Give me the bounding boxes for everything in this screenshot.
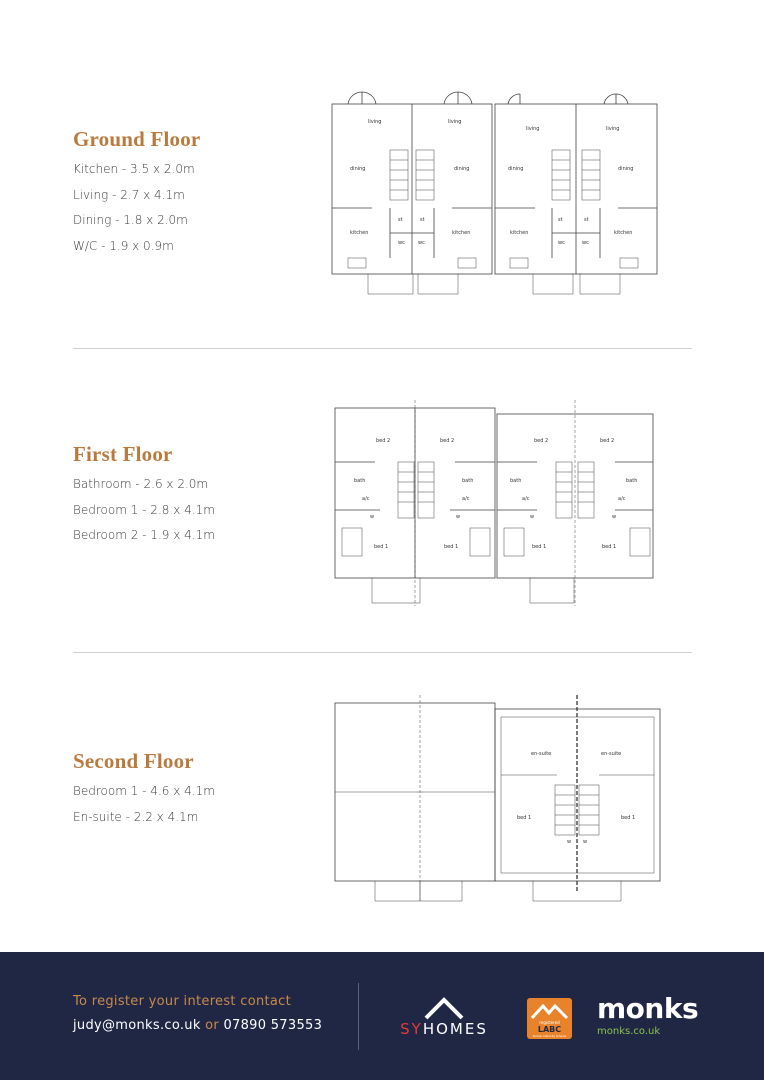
monks-wordmark: monks (597, 992, 699, 1025)
plan-label-dining: dining (350, 166, 366, 172)
ground-floor-title: Ground Floor (73, 127, 201, 151)
section-divider (73, 348, 692, 349)
plan-label-wc: wc (398, 240, 405, 246)
plan-label-st: st (420, 217, 425, 223)
second-floor-plan (333, 695, 663, 907)
plan-label-ac: a/c (362, 496, 370, 502)
plan-label-bed1: bed 1 (517, 815, 532, 821)
plan-label-w: w (567, 839, 572, 845)
plan-label-living: living (606, 126, 620, 132)
or-text: or (205, 1018, 220, 1033)
plan-label-wc: wc (582, 240, 589, 246)
first-floor-plan (330, 400, 660, 610)
plan-label-bed1: bed 1 (602, 544, 617, 550)
contact-prompt: To register your interest contact (73, 994, 292, 1009)
plan-label-dining: dining (508, 166, 524, 172)
plan-label-st: st (584, 217, 589, 223)
plan-label-living: living (368, 119, 382, 125)
plan-label-ac: a/c (618, 496, 626, 502)
syhomes-wordmark (388, 1020, 500, 1038)
plan-label-kitchen: kitchen (452, 230, 471, 236)
plan-label-w: w (530, 514, 535, 520)
plan-label-ensuite: en-suite (531, 751, 552, 757)
plan-label-w: w (612, 514, 617, 520)
syhomes-sy: SY (400, 1020, 423, 1038)
room-bathroom: Bathroom - 2.6 x 2.0m (73, 477, 209, 491)
email-link[interactable]: judy@monks.co.uk (73, 1018, 201, 1033)
plan-label-ensuite: en-suite (601, 751, 622, 757)
plan-label-w: w (370, 514, 375, 520)
plan-label-st: st (398, 217, 403, 223)
plan-label-bed2: bed 2 (376, 438, 391, 444)
ground-floor-plan (328, 88, 663, 303)
plan-label-kitchen: kitchen (510, 230, 529, 236)
room-wc: W/C - 1.9 x 0.9m (73, 238, 174, 253)
plan-label-wc: wc (418, 240, 425, 246)
room-kitchen: Kitchen - 3.5 x 2.0m (73, 162, 195, 176)
plan-label-bed1: bed 1 (444, 544, 459, 550)
plan-label-ac: a/c (462, 496, 470, 502)
room-bedroom-1: Bedroom 1 - 4.6 x 4.1m (73, 784, 215, 798)
monks-url[interactable]: monks.co.uk (597, 1026, 661, 1037)
room-bedroom-1: Bedroom 1 - 2.8 x 4.1m (73, 502, 215, 517)
labc-registered: registered (539, 1020, 560, 1025)
plan-label-living: living (526, 126, 540, 132)
plan-label-bath: bath (510, 478, 522, 484)
plan-label-dining: dining (618, 166, 634, 172)
plan-label-bath: bath (354, 478, 366, 484)
labc-scheme: Partner Authority Scheme (532, 1035, 567, 1038)
first-floor-room-list (73, 475, 215, 552)
contact-details (73, 1018, 322, 1033)
plan-label-wc: wc (558, 240, 565, 246)
room-dining: Dining - 1.8 x 2.0m (73, 213, 188, 227)
plan-label-kitchen: kitchen (614, 230, 633, 236)
labc-wordmark: LABC (537, 1025, 562, 1034)
plan-label-kitchen: kitchen (350, 230, 369, 236)
plan-label-bed2: bed 2 (440, 438, 455, 444)
labc-logo (527, 998, 572, 1039)
second-floor-title: Second Floor (73, 749, 194, 773)
plan-label-bath: bath (462, 478, 474, 484)
plan-label-w: w (456, 514, 461, 520)
plan-label-st: st (558, 217, 563, 223)
plan-label-w: w (583, 839, 588, 845)
plan-label-bed1: bed 1 (621, 815, 636, 821)
section-divider (73, 652, 692, 653)
footer-divider (358, 983, 359, 1050)
plan-label-bed1: bed 1 (532, 544, 547, 550)
phone-link[interactable]: 07890 573553 (223, 1018, 323, 1033)
room-bedroom-2: Bedroom 2 - 1.9 x 4.1m (73, 528, 215, 542)
plan-label-ac: a/c (522, 496, 530, 502)
monks-logo (597, 994, 698, 1038)
plan-label-bed2: bed 2 (534, 438, 549, 444)
room-living: Living - 2.7 x 4.1m (73, 187, 185, 202)
house-roof-icon (388, 996, 500, 1022)
plan-label-dining: dining (454, 166, 470, 172)
plan-label-bed1: bed 1 (374, 544, 389, 550)
first-floor-title: First Floor (73, 442, 173, 466)
ground-floor-room-list (73, 160, 195, 262)
footer (0, 952, 764, 1080)
second-floor-room-list (73, 782, 215, 833)
plan-label-bed2: bed 2 (600, 438, 615, 444)
syhomes-homes: HOMES (422, 1020, 488, 1038)
syhomes-logo (388, 996, 500, 1038)
plan-label-living: living (448, 119, 462, 125)
room-en-suite: En-suite - 2.2 x 4.1m (73, 809, 199, 824)
plan-label-bath: bath (626, 478, 638, 484)
